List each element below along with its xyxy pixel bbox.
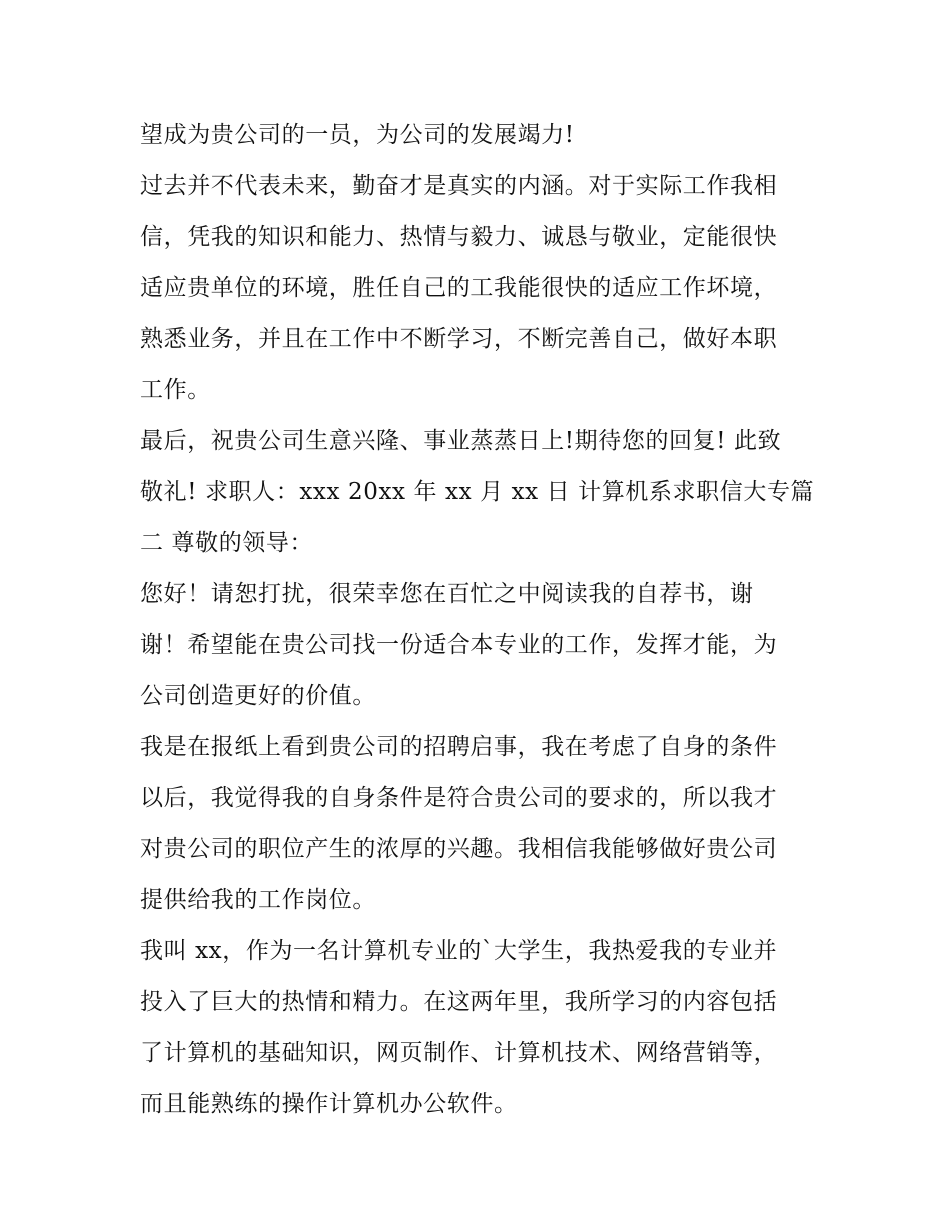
text-line: 我是在报纸上看到贵公司的招聘启事，我在考虑了自身的条件 (140, 734, 778, 760)
text-line: 了计算机的基础知识，网页制作、计算机技术、网络营销等， (140, 1040, 778, 1066)
text-line: 适应贵单位的环境，胜任自己的工我能很快的适应工作坏境， (140, 275, 778, 301)
text-line: 谢！希望能在贵公司找一份适合本专业的工作，发挥才能，为 (140, 632, 778, 658)
text-line: 熟悉业务，并且在工作中不断学习，不断完善自己，做好本职 (140, 326, 778, 352)
text-line: 对贵公司的职位产生的浓厚的兴趣。我相信我能够做好贵公司 (140, 836, 778, 862)
text-line: 敬礼! 求职人：xxx 20xx 年 xx 月 xx 日 计算机系求职信大专篇 (140, 479, 815, 505)
document-body (140, 110, 820, 1130)
text-line: 公司创造更好的价值。 (140, 683, 376, 709)
text-line: 而且能熟练的操作计算机办公软件。 (140, 1091, 518, 1117)
text-line: 最后，祝贵公司生意兴隆、事业蒸蒸日上!期待您的回复! 此致 (140, 428, 782, 454)
text-line: 工作。 (140, 377, 211, 403)
text-line: 我叫 xx，作为一名计算机专业的`大学生，我热爱我的专业并 (140, 938, 778, 964)
text-line: 提供给我的工作岗位。 (140, 887, 376, 913)
text-line: 望成为贵公司的一员，为公司的发展竭力! (140, 122, 575, 148)
text-line: 以后，我觉得我的自身条件是符合贵公司的要求的，所以我才 (140, 785, 778, 811)
text-line: 过去并不代表未来，勤奋才是真实的内涵。对于实际工作我相 (140, 173, 778, 199)
text-line: 您好！请恕打扰，很荣幸您在百忙之中阅读我的自荐书，谢 (140, 581, 754, 607)
text-line: 信，凭我的知识和能力、热情与毅力、诚恳与敬业，定能很快 (140, 224, 778, 250)
text-line: 二 尊敬的领导： (140, 530, 314, 556)
text-line: 投入了巨大的热情和精力。在这两年里，我所学习的内容包括 (140, 989, 778, 1015)
